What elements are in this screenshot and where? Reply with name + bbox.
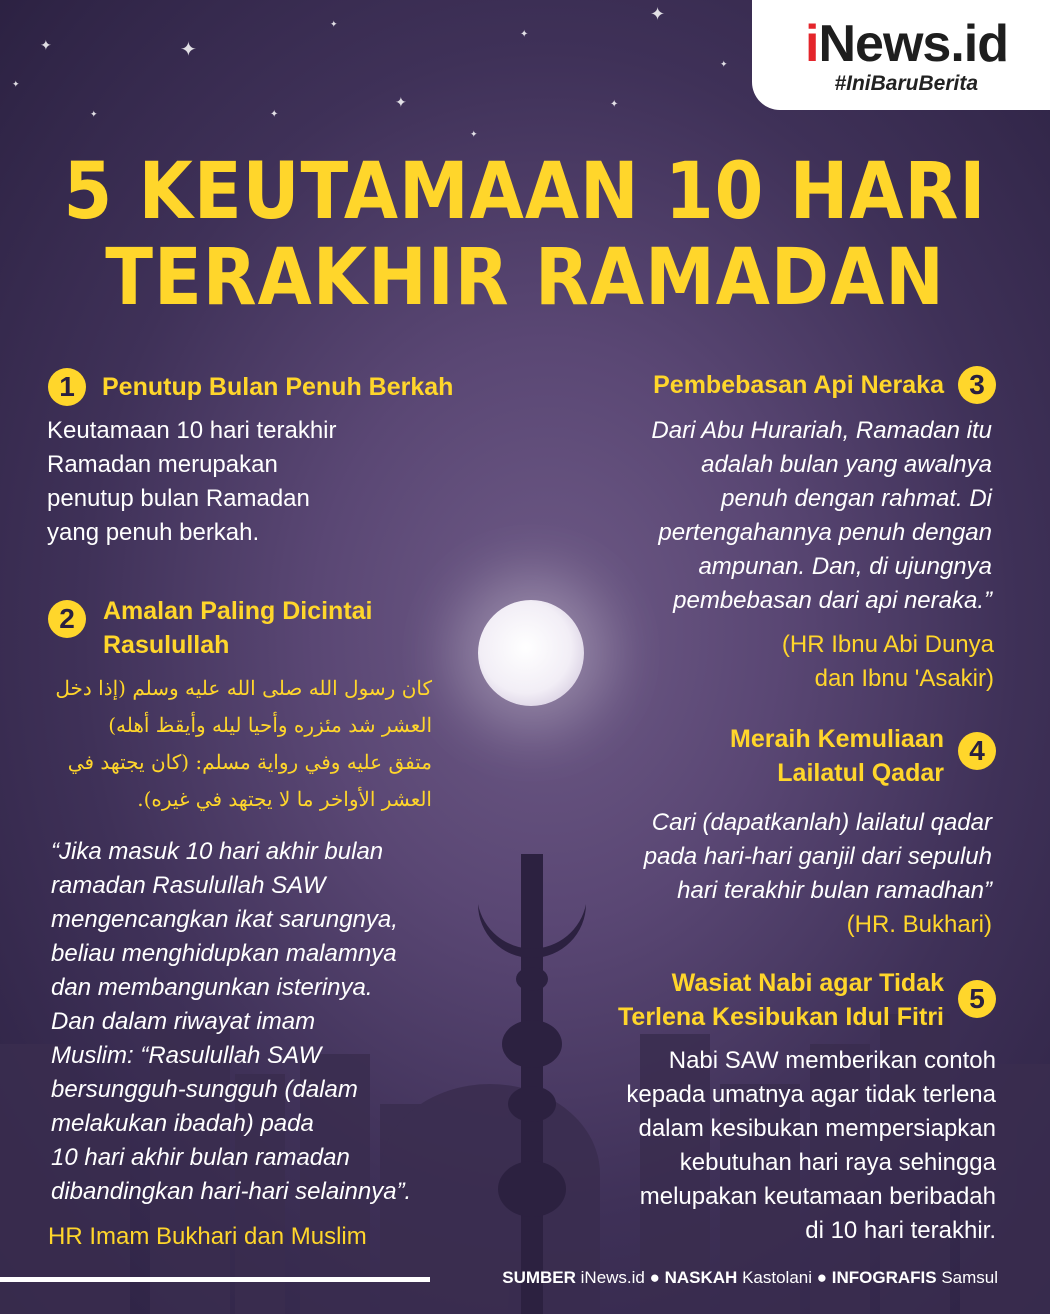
page-title-line1: 5 KEUTAMAAN 10 HARI — [63, 145, 987, 237]
item-1-body: Keutamaan 10 hari terakhir Ramadan merupakan penutup bulan Ramadan yang penuh berkah. — [47, 417, 337, 546]
item-2-source: HR Imam Bukhari dan Muslim — [48, 1223, 367, 1250]
item-4-heading: Meraih Kemuliaan Lailatul Qadar — [730, 725, 944, 787]
item-2-heading: Amalan Paling Dicintai Rasulullah — [103, 597, 373, 659]
brand-header — [752, 0, 1050, 110]
item-3-quote: Dari Abu Hurariah, Ramadan itu adalah bulan yang awalnya penuh dengan rahmat. Di pertengahannya penuh dengan ampunan. Dan, di ujungnya pembebasan dari api neraka.” — [651, 417, 992, 614]
number-badge-5: 5 — [958, 980, 996, 1018]
inews-logo: iNews.id — [805, 15, 1008, 73]
page-title-line2: TERAKHIR RAMADAN — [105, 231, 945, 323]
number-badge-4: 4 — [958, 732, 996, 770]
item-4-source: (HR. Bukhari) — [846, 911, 992, 938]
number-badge-1: 1 — [48, 368, 86, 406]
footer-credits: SUMBER iNews.id ● NASKAH Kastolani ● INFOGRAFIS Samsul — [502, 1268, 998, 1287]
item-2-arabic-hadith: كان رسول الله صلى الله عليه وسلم (إذا دخل العشر شد مئزره وأحيا ليله وأيقظ أهله) متفق عليه وفي رواية مسلم: (كان يجتهد في العشر الأواخر ما لا يجتهد في غيره). — [55, 676, 432, 811]
item-5-heading: Wasiat Nabi agar Tidak Terlena Kesibukan Idul Fitri — [618, 969, 944, 1031]
number-badge-2: 2 — [48, 600, 86, 638]
item-2-quote: “Jika masuk 10 hari akhir bulan ramadan Rasulullah SAW mengencangkan ikat sarungnya, beliau menghidupkan malamnya dan membangunkan isterinya. Dan dalam riwayat imam Muslim: “Rasulullah SAW bersungguh-sungguh (dalam melakukan ibadah) pada 10 hari akhir bulan ramadan dibandingkan hari-hari selainnya”. — [51, 838, 412, 1205]
brand-tagline: #IniBaruBerita — [834, 72, 978, 95]
footer-divider — [0, 1277, 430, 1282]
item-3-heading: Pembebasan Api Neraka — [653, 371, 944, 399]
item-4-quote: Cari (dapatkanlah) lailatul qadar pada hari-hari ganjil dari sepuluh hari terakhir bulan ramadhan” — [643, 809, 992, 904]
item-5-body: Nabi SAW memberikan contoh kepada umatnya agar tidak terlena dalam kesibukan mempersiapkan kebutuhan hari raya sehingga melupakan keutamaan beribadah di 10 hari terakhir. — [626, 1047, 996, 1244]
infographic: ✦ ✦ ✦ ✦ ✦ ✦ ✦ ✦ ✦ ✦ ✦ ✦ iNews.id #IniBaruBerita 5 KEUTAMAAN 10 HARI TERAKHIR RAMADAN 1 Penutup Bulan Penuh Berkah Keutamaan 10 hari terakhir Ramadan merupakan penutup bulan Ramadan yang penuh berkah. 2 Amalan Paling Dicintai Rasulullah كان رسول الله صلى الله عليه وسلم (إذا دخل العشر شد مئزره وأحيا ليله وأيقظ أهله) متفق عليه وفي رواية مسلم: (كان يجتهد في العشر الأواخر ما لا يجتهد في غيره). “Jika masuk 10 hari akhir bulan ramadan Rasulullah SAW mengencangkan ikat sarungnya, beliau menghidupkan malamnya dan membangunkan isterinya. Dan dalam riwayat imam Muslim: “Rasulullah SAW bersungguh-sungguh (dalam melakukan ibadah) pada 10 hari akhir bulan ramadan dibandingkan hari-hari selainnya”. HR Imam Bukhari dan Muslim Pembebasan Api Neraka 3 Dari Abu Hurariah, Ramadan itu adalah bulan yang awalnya penuh dengan rahmat. Di pertengahannya penuh dengan ampunan. Dan, di ujungnya pembebasan dari api neraka.” (HR Ibnu Abi Dunya dan Ibnu 'Asakir) Meraih Kemuliaan Lailatul Qadar 4 Cari (dapatkanlah) lailatul qadar pada hari-hari ganjil dari sepuluh hari terakhir bulan ramadhan” (HR. Bukhari) Wasiat Nabi agar Tidak Terlena Kesibukan Idul Fitri 5 Nabi SAW memberikan contoh kepada umatnya agar tidak terlena dalam kesibukan mempersiapkan kebutuhan hari raya sehingga melupakan keutamaan beribadah di 10 hari terakhir. SUMBER iNews.id ● NASKAH Kastolani ● INFOGRAFIS Samsul — [0, 0, 1050, 1314]
number-badge-3: 3 — [958, 366, 996, 404]
item-1-heading: Penutup Bulan Penuh Berkah — [102, 373, 454, 401]
item-3-source: (HR Ibnu Abi Dunya dan Ibnu 'Asakir) — [781, 631, 994, 692]
